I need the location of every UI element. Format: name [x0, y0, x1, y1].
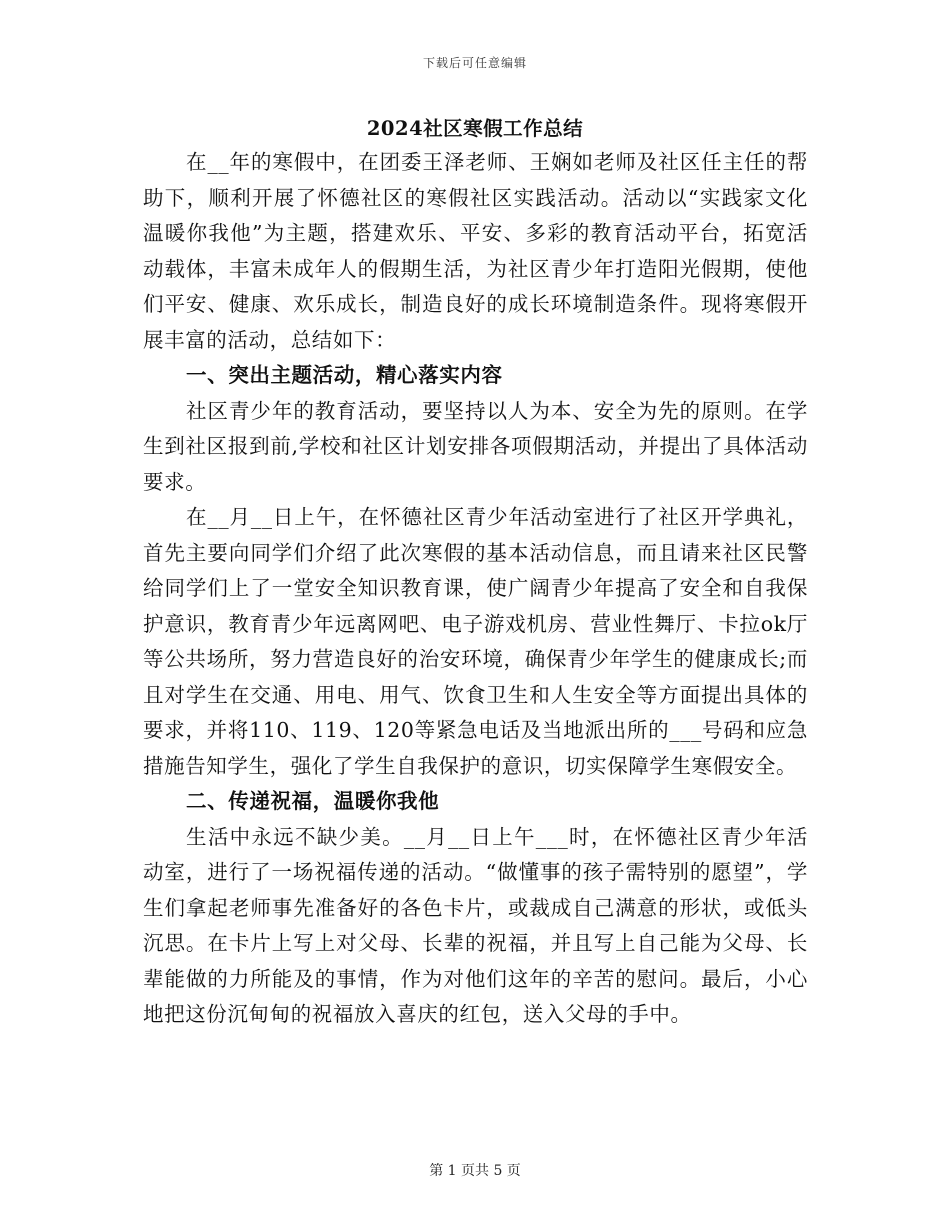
- document-title: 2024社区寒假工作总结: [366, 117, 584, 140]
- intro-paragraph: 在__年的寒假中，在团委王泽老师、王娴如老师及社区任主任的帮助下，顺利开展了怀德社区的寒假社区实践活动。活动以“实践家文化温暖你我他”为主题，搭建欢乐、平安、多彩的教育活动平台，拓宽活动载体，丰富未成年人的假期生活，为社区青少年打造阳光假期，使他们平安、健康、欢乐成长，制造良好的成长环境制造条件。现将寒假开展丰富的活动，总结如下：: [143, 150, 808, 352]
- section-2-paragraph-1: 生活中永远不缺少美。__月__日上午___时，在怀德社区青少年活动室，进行了一场祝福传递的活动。“做懂事的孩子需特别的愿望”，学生们拿起老师事先准备好的各色卡片，或裁成自己满意的形状，或低头沉思。在卡片上写上对父母、长辈的祝福，并且写上自己能为父母、长辈能做的力所能及的事情，作为对他们这年的辛苦的慰问。最后，小心地把这份沉甸甸的祝福放入喜庆的红包，送入父母的手中。: [143, 824, 808, 1026]
- header-note: 下载后可任意编辑: [422, 56, 527, 70]
- section-1-paragraph-2: 在__月__日上午，在怀德社区青少年活动室进行了社区开学典礼，首先主要向同学们介绍了此次寒假的基本活动信息，而且请来社区民警给同学们上了一堂安全知识教育课，使广阔青少年提高了安全和自我保护意识，教育青少年远离网吧、电子游戏机房、营业性舞厅、卡拉ok厅等公共场所，努力营造良好的治安环境，确保青少年学生的健康成长;而且对学生在交通、用电、用气、饮食卫生和人生安全等方面提出具体的要求，并将110、119、120等紧急电话及当地派出所的___号码和应急措施告知学生，强化了学生自我保护的意识，切实保障学生寒假安全。: [143, 505, 808, 778]
- section-2-heading: 二、传递祝福，温暖你我他: [186, 789, 440, 813]
- section-1-paragraph-1: 社区青少年的教育活动，要坚持以人为本、安全为先的原则。在学生到社区报到前,学校和社区计划安排各项假期活动，并提出了具体活动要求。: [143, 398, 808, 494]
- document-body: [143, 145, 808, 1033]
- page-number: 第 1 页共 5 页: [429, 1163, 521, 1179]
- section-1-heading: 一、突出主题活动，精心落实内容: [186, 363, 503, 387]
